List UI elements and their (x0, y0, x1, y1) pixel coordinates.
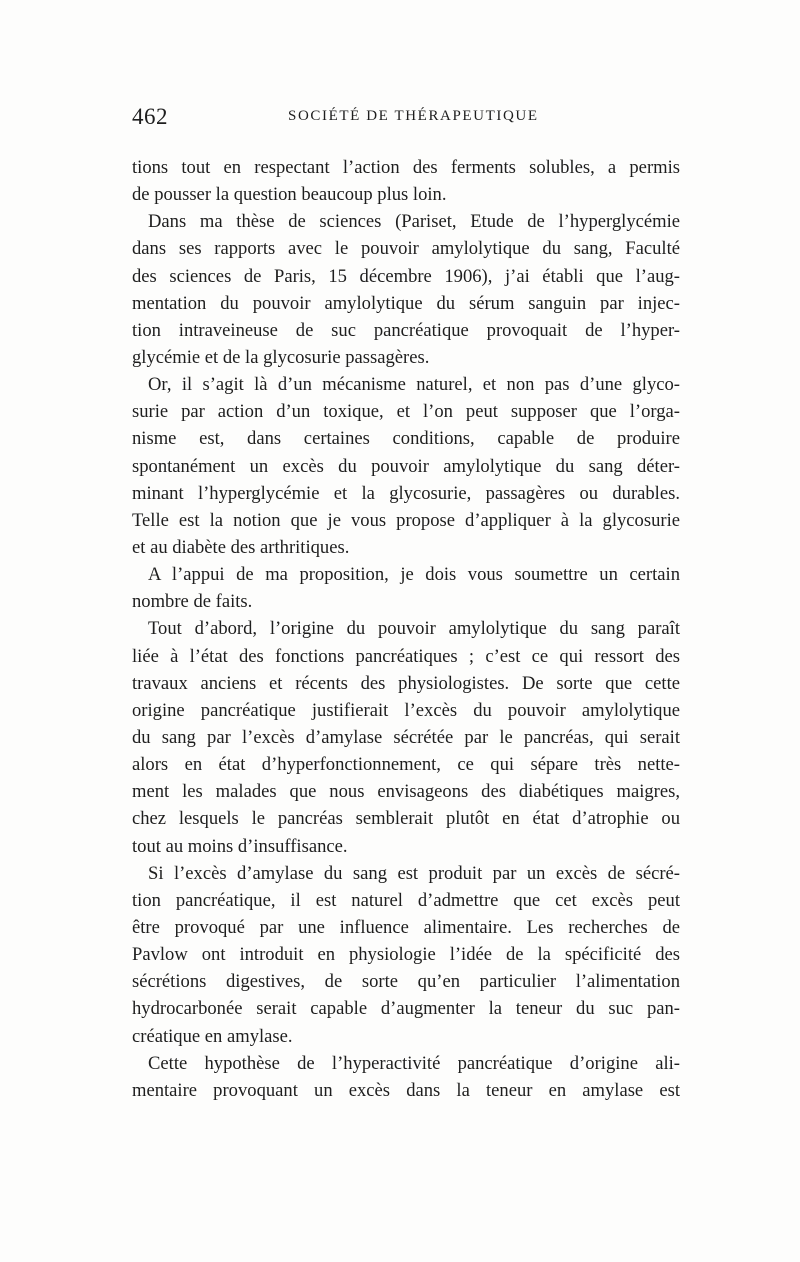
text-line: Pavlow ont introduit en physiologie l’idée de la spécificité des (132, 944, 680, 966)
text-line: Telle est la notion que je vous propose d’appliquer à la glycosurie (132, 509, 680, 531)
text-line: tion intraveineuse de suc pancréatique provoquait de l’hyper- (132, 319, 680, 341)
text-line: du sang par l’excès d’amylase sécrétée par le pancréas, qui serait (132, 726, 680, 748)
body-text (132, 154, 680, 1104)
text-line: glycémie et de la glycosurie passagères. (132, 346, 430, 368)
text-line: des sciences de Paris, 15 décembre 1906), j’ai établi que l’aug- (132, 265, 680, 287)
text-line: dans ses rapports avec le pouvoir amylolytique du sang, Faculté (132, 238, 680, 260)
text-line: nombre de faits. (132, 591, 253, 613)
text-line: ment les malades que nous envisageons des diabétiques maigres, (132, 781, 680, 803)
text-line: alors en état d’hyperfonctionnement, ce qui sépare très nette- (132, 754, 680, 776)
text-line: Tout d’abord, l’origine du pouvoir amylolytique du sang paraît (148, 618, 680, 640)
text-line: Dans ma thèse de sciences (Pariset, Etude de l’hyperglycémie (148, 211, 680, 233)
text-line: être provoqué par une influence alimentaire. Les recherches de (132, 916, 680, 938)
running-title: SOCIÉTÉ DE THÉRAPEUTIQUE (288, 108, 539, 124)
text-line: liée à l’état des fonctions pancréatiques ; c’est ce qui ressort des (132, 645, 680, 667)
page-number: 462 (132, 104, 168, 129)
text-line: Cette hypothèse de l’hyperactivité pancréatique d’origine ali- (148, 1052, 680, 1074)
running-head (132, 104, 680, 134)
text-line: spontanément un excès du pouvoir amylolytique du sang déter- (132, 455, 680, 477)
text-line: créatique en amylase. (132, 1025, 293, 1047)
text-line: travaux anciens et récents des physiologistes. De sorte que cette (132, 672, 680, 694)
text-line: chez lesquels le pancréas semblerait plutôt en état d’atrophie ou (132, 808, 680, 830)
text-line: et au diabète des arthritiques. (132, 536, 350, 558)
text-line: hydrocarbonée serait capable d’augmenter la teneur du suc pan- (132, 998, 680, 1020)
text-line: tion pancréatique, il est naturel d’admettre que cet excès peut (132, 889, 680, 911)
text-line: Si l’excès d’amylase du sang est produit par un excès de sécré- (148, 862, 680, 884)
text-line: tout au moins d’insuffisance. (132, 835, 348, 857)
text-line: A l’appui de ma proposition, je dois vous soumettre un certain (148, 564, 680, 586)
text-line: minant l’hyperglycémie et la glycosurie, passagères ou durables. (132, 482, 680, 504)
text-line: mentaire provoquant un excès dans la teneur en amylase est (132, 1079, 680, 1101)
text-line: tions tout en respectant l’action des ferments solubles, a permis (132, 157, 680, 178)
text-line: Or, il s’agit là d’un mécanisme naturel, et non pas d’une glyco- (148, 374, 680, 396)
text-line: origine pancréatique justifierait l’excès du pouvoir amylolytique (132, 699, 680, 721)
text-line: surie par action d’un toxique, et l’on peut supposer que l’orga- (132, 401, 680, 423)
text-line: nisme est, dans certaines conditions, capable de produire (132, 428, 680, 450)
text-line: de pousser la question beaucoup plus loin. (132, 184, 447, 206)
text-line: mentation du pouvoir amylolytique du sérum sanguin par injec- (132, 292, 680, 314)
text-line: sécrétions digestives, de sorte qu’en particulier l’alimentation (132, 971, 680, 993)
